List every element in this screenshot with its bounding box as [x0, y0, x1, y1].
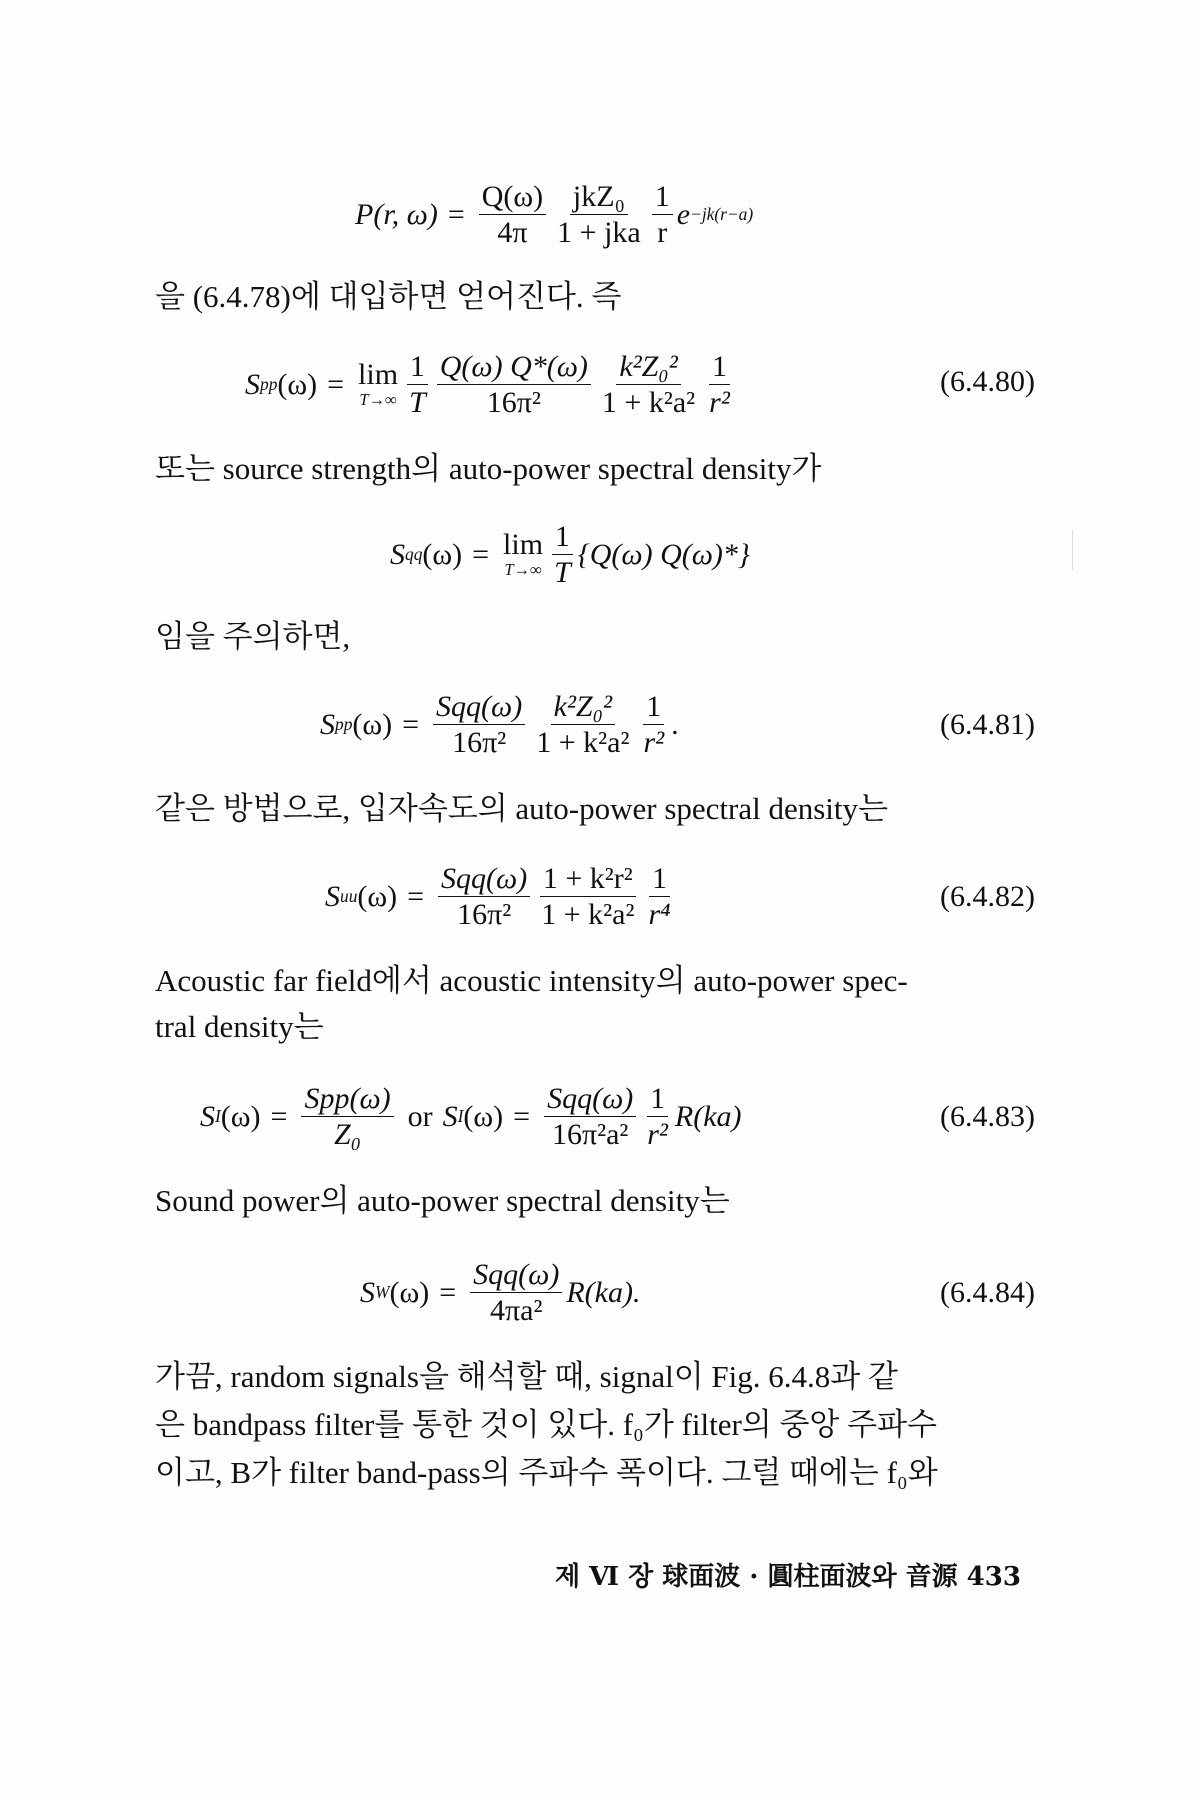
exp-power: −jk(r−a): [690, 204, 754, 224]
equation-number: (6.4.83): [940, 1100, 1035, 1133]
limit: lim T→∞: [358, 358, 399, 410]
equation-6-4-82: S uu (ω) = $\frac{\text{Sqq(ω)}}{\text{16π²}}$ $\frac{\text{1 + k²r²}}{\text{1 + k²a²}}$ $\frac{1}{\text{r⁴}}$: [325, 862, 671, 931]
equation-6-4-80: S pp (ω) = lim T→∞ $\frac{1}{T}$ $\frac{Q(\omega) Q*(\omega)}{\text{16π²}}$ $\frac{\text{k²Z₀²}}{\text{1 + k²a²}}$ $\frac{1}{\text{r²}}$: [245, 350, 730, 419]
equation-6-4-81: S pp (ω) = $\frac{\text{Sqq(ω)}}{\text{16π²}}$ $\frac{\text{k²Z₀²}}{\text{1 + k²a²}}$ $\frac{1}{\text{r²}}$ .: [320, 690, 679, 759]
fraction: $\frac{\text{jkZ₀}}{\text{1 + jka}}$: [557, 180, 641, 249]
body-text: tral density는: [155, 1009, 324, 1044]
equation-number: (6.4.84): [940, 1276, 1035, 1309]
body-text: Acoustic far field에서 acoustic intensity의 auto-power spec-: [155, 963, 908, 998]
equation-number: (6.4.81): [940, 708, 1035, 741]
equation-sqq: S qq (ω) = lim T→∞ $\frac{1}{T}$ {Q(ω) Q(ω)*}: [390, 520, 750, 589]
page-footer: 제 Ⅵ 장 球面波 · 圓柱面波와 音源 433: [555, 1562, 1021, 1592]
paragraph-line: 이고, B가 filter band-pass의 주파수 폭이다. 그럴 때에는 f₀와: [155, 1455, 938, 1490]
fraction: $\frac{1}{r}$: [652, 180, 673, 249]
paragraph-line: 가끔, random signals을 해석할 때, signal이 Fig. 6.4.8과 같: [155, 1359, 898, 1394]
body-text: 같은 방법으로, 입자속도의 auto-power spectral density는: [155, 791, 888, 826]
fraction: $\frac{Q(\omega)}{4\pi}$: [479, 180, 546, 249]
equation-6-4-84: S W (ω) = $\frac{\text{Sqq(ω)}}{\text{4πa²}}$ R(ka).: [360, 1258, 641, 1327]
scan-mark: [1072, 530, 1073, 570]
body-text: Sound power의 auto-power spectral density는: [155, 1183, 730, 1218]
equation-number: (6.4.82): [940, 880, 1035, 913]
eq-lhs: P(r, ω): [355, 197, 438, 231]
equation-pressure: P(r, ω) = $\frac{Q(\omega)}{4\pi}$ $\frac{\text{jkZ₀}}{\text{1 + jka}}$ $\frac{1}{r}$ e −jk(r−a): [355, 180, 754, 249]
equation-6-4-83: S I (ω) = $\frac{\text{Spp(ω)}}{\text{Z₀}}$ or S I (ω) = $\frac{\text{Sqq(ω)}}{\text{16π²a²}}$ $\frac{1}{\text{r²}}$ R(ka): [200, 1082, 742, 1151]
body-text: 임을 주의하면,: [155, 619, 351, 654]
limit: lim T→∞: [503, 528, 544, 580]
paragraph-line: 은 bandpass filter를 통한 것이 있다. f₀가 filter의 중앙 주파수: [155, 1407, 937, 1442]
exp-base: e: [676, 197, 691, 231]
equation-number: (6.4.80): [940, 365, 1035, 398]
body-text: 또는 source strength의 auto-power spectral density가: [155, 451, 822, 486]
body-text: 을 (6.4.78)에 대입하면 얻어진다. 즉: [155, 279, 622, 314]
